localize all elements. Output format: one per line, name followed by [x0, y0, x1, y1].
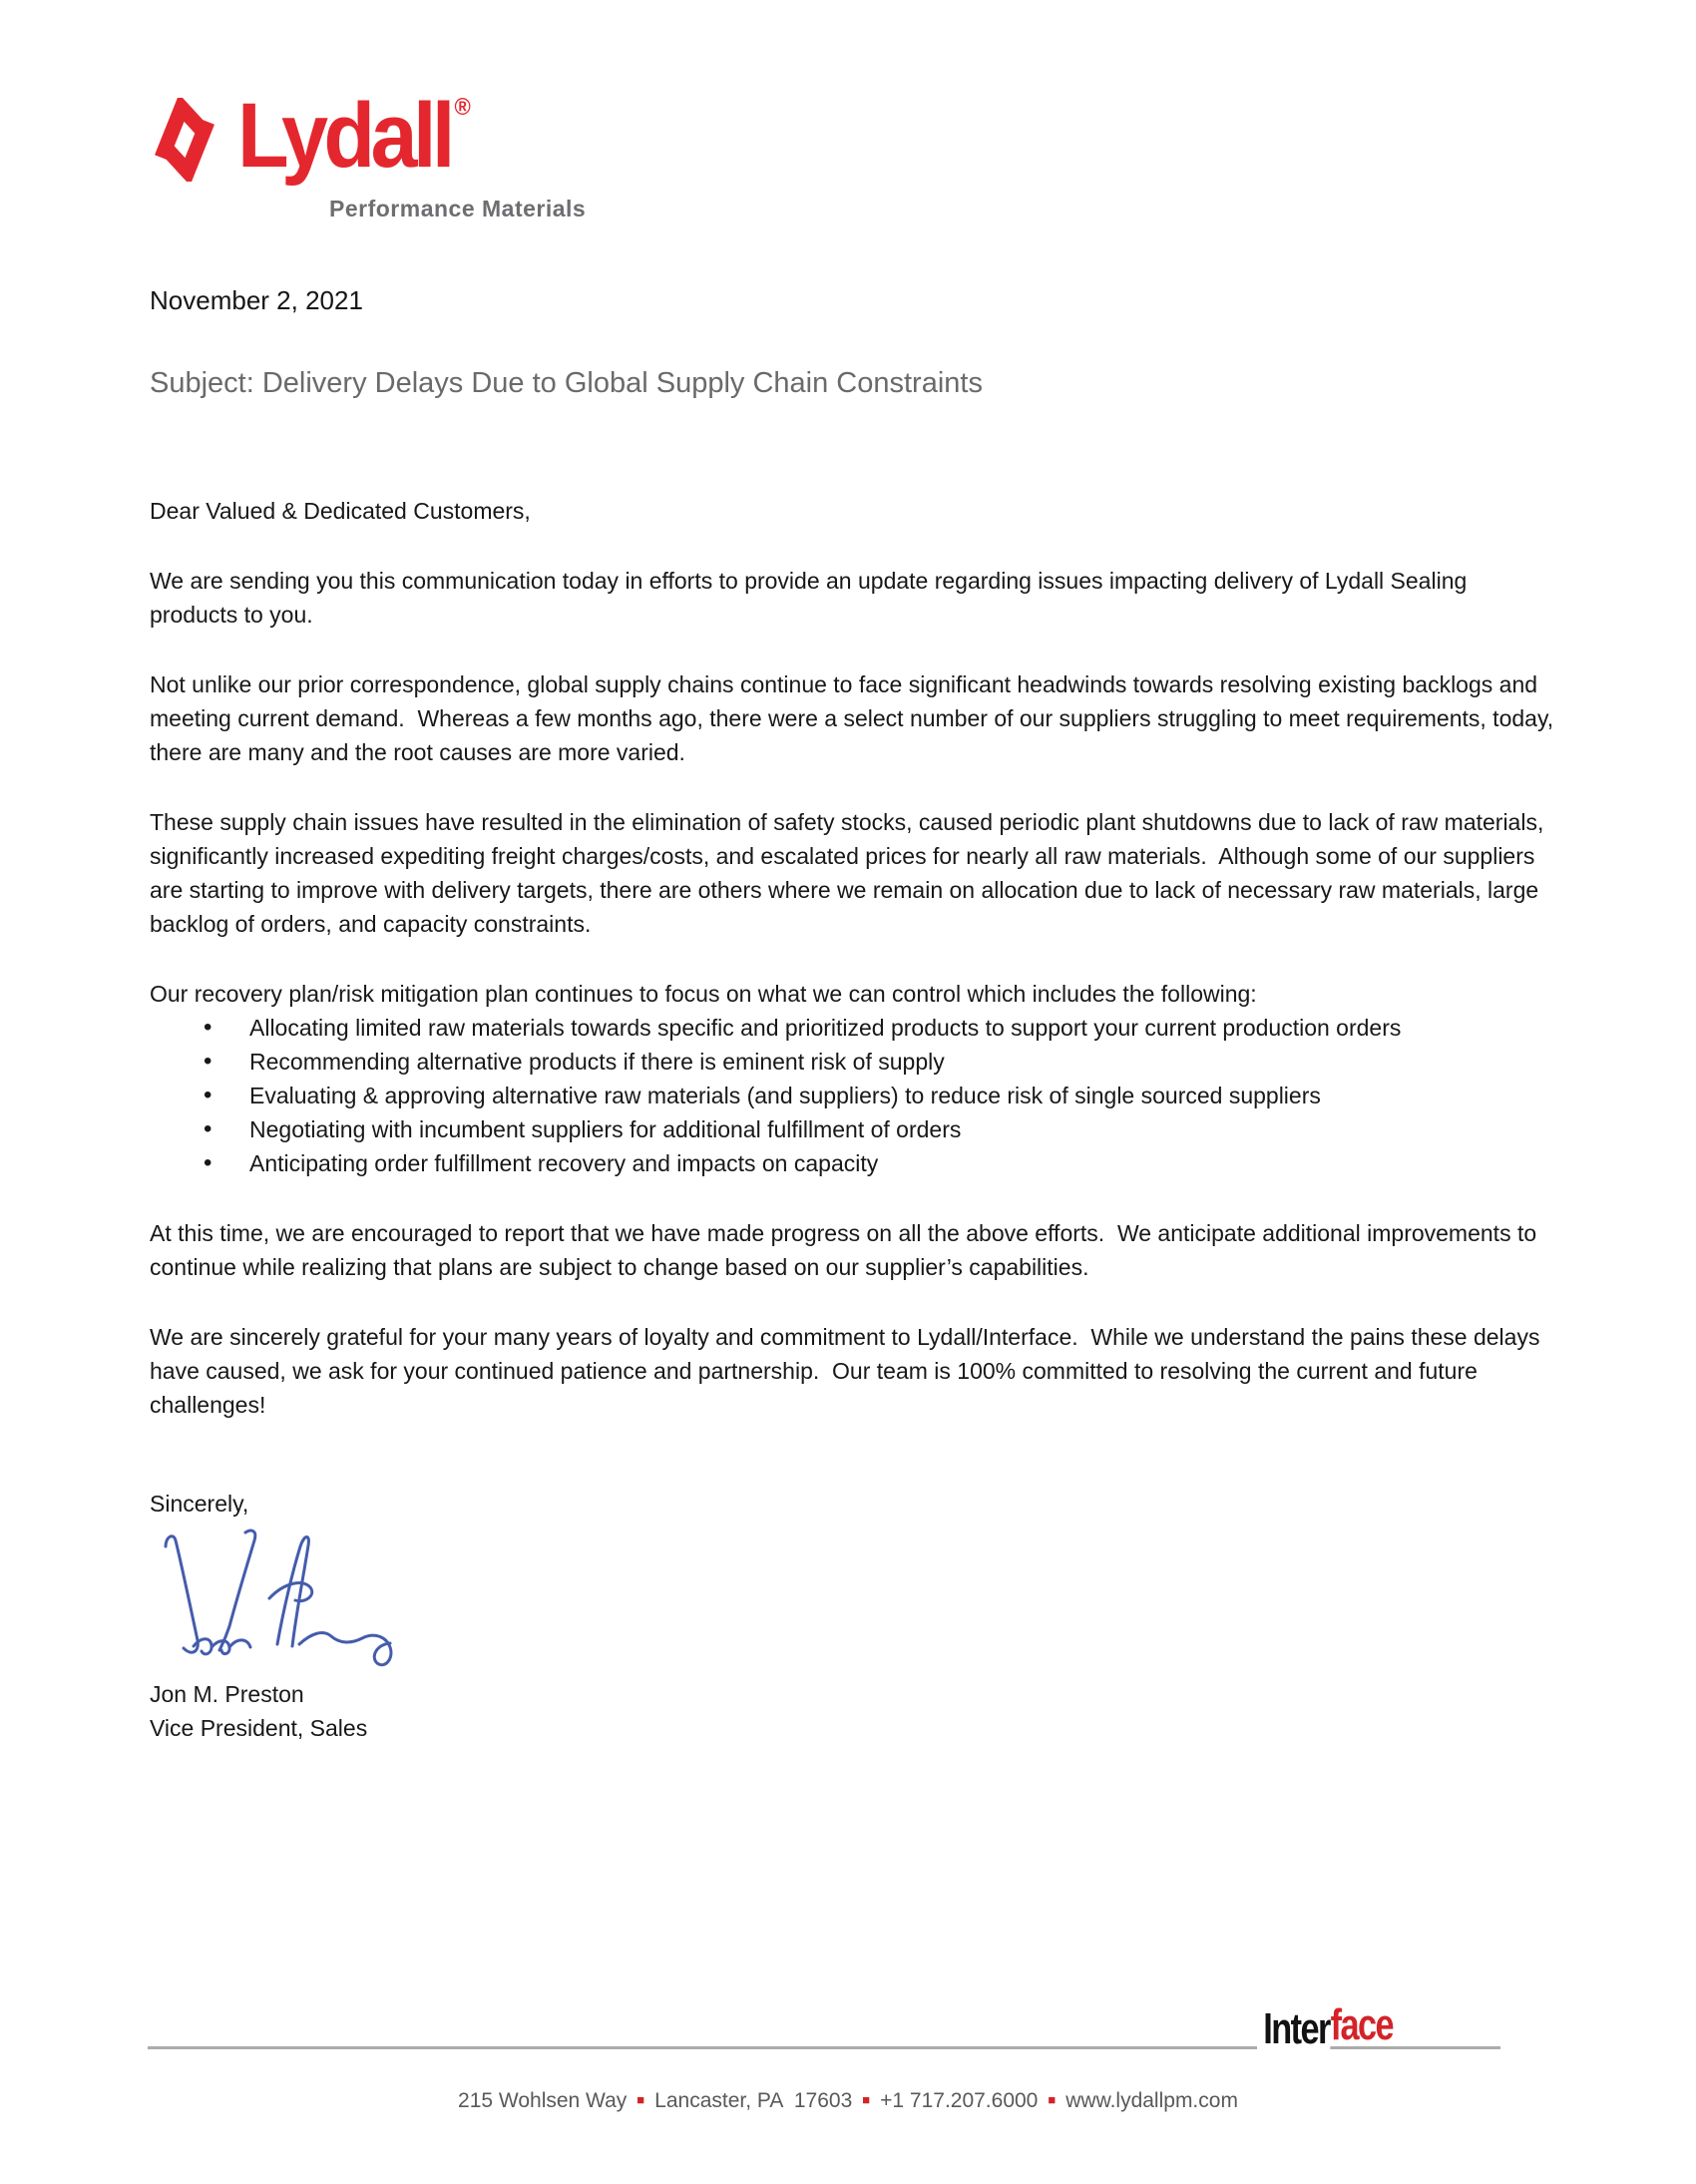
interface-logo-black: Inter	[1257, 2002, 1331, 2063]
list-item: • Allocating limited raw materials towards specific and prioritized products to support your current production orders	[150, 1011, 1514, 1045]
paragraph: Not unlike our prior correspondence, global supply chains continue to face significant headwinds towards resolving existing backlogs and meeting current demand. Whereas a few months ago, there were a select number of our suppliers struggling to meet requirements, today, there are many and the root causes are more varied.	[150, 671, 1560, 765]
brand-name: Lydall	[237, 85, 451, 187]
brand-wordmark	[237, 85, 471, 187]
square-separator-icon: ■	[862, 2092, 871, 2107]
handwritten-signature	[150, 1527, 1554, 1677]
paragraph: We are sending you this communication today in efforts to provide an update regarding issues impacting delivery of Lydall Sealing products to you.	[150, 568, 1474, 628]
paragraph: We are sincerely grateful for your many years of loyalty and commitment to Lydall/Interface. While we understand the pains these delays have caused, we ask for your continued patience and partnership. Our team is 100% committed to resolving the current and future challenges!	[150, 1324, 1546, 1418]
list-item: • Recommending alternative products if there is eminent risk of supply	[150, 1045, 1514, 1079]
list-item: • Evaluating & approving alternative raw materials (and suppliers) to reduce risk of single sourced suppliers	[150, 1079, 1514, 1112]
registered-mark: ®	[454, 94, 471, 121]
letterhead	[152, 85, 850, 239]
interface-logo-red: face	[1330, 2000, 1394, 2049]
closing-salutation: Sincerely,	[150, 1491, 249, 1517]
address-website: www.lydallpm.com	[1065, 2089, 1238, 2112]
square-separator-icon: ■	[636, 2092, 645, 2107]
square-separator-icon: ■	[1048, 2092, 1057, 2107]
list-item: • Anticipating order fulfillment recovery and impacts on capacity	[150, 1146, 1514, 1180]
address-street: 215 Wohlsen Way	[458, 2089, 628, 2112]
footer-address	[0, 2089, 1696, 2113]
list-item: • Negotiating with incumbent suppliers for additional fulfillment of orders	[150, 1112, 1514, 1146]
greeting: Dear Valued & Dedicated Customers,	[150, 498, 531, 524]
brand-tagline: Performance Materials	[329, 196, 587, 221]
letter-body	[150, 494, 1560, 1745]
list-intro: Our recovery plan/risk mitigation plan continues to focus on what we can control which includes the following:	[150, 981, 1257, 1007]
signer-name: Jon M. Preston	[150, 1681, 304, 1707]
subject-line: Subject: Delivery Delays Due to Global Supply Chain Constraints	[150, 367, 983, 399]
interface-logo	[1257, 2000, 1394, 2053]
lydall-logo-icon	[152, 98, 217, 182]
address-city: Lancaster, PA 17603	[654, 2089, 853, 2112]
paragraph: At this time, we are encouraged to report that we have made progress on all the above efforts. We anticipate additional improvements to continue while realizing that plans are subject to change based on our supplier’s capabilities.	[150, 1220, 1543, 1280]
address-phone: +1 717.207.6000	[880, 2089, 1039, 2112]
recovery-plan-list	[150, 1011, 1554, 1180]
signer-title: Vice President, Sales	[150, 1715, 368, 1741]
paragraph: These supply chain issues have resulted in the elimination of safety stocks, caused periodic plant shutdowns due to lack of raw materials, significantly increased expediting freight charges/costs, and escalated prices for nearly all raw materials. Although some of our suppliers are starting to improve with delivery targets, there are others where we remain on allocation due to lack of necessary raw materials, large backlog of orders, and capacity constraints.	[150, 809, 1550, 937]
letter-date: November 2, 2021	[150, 285, 363, 315]
